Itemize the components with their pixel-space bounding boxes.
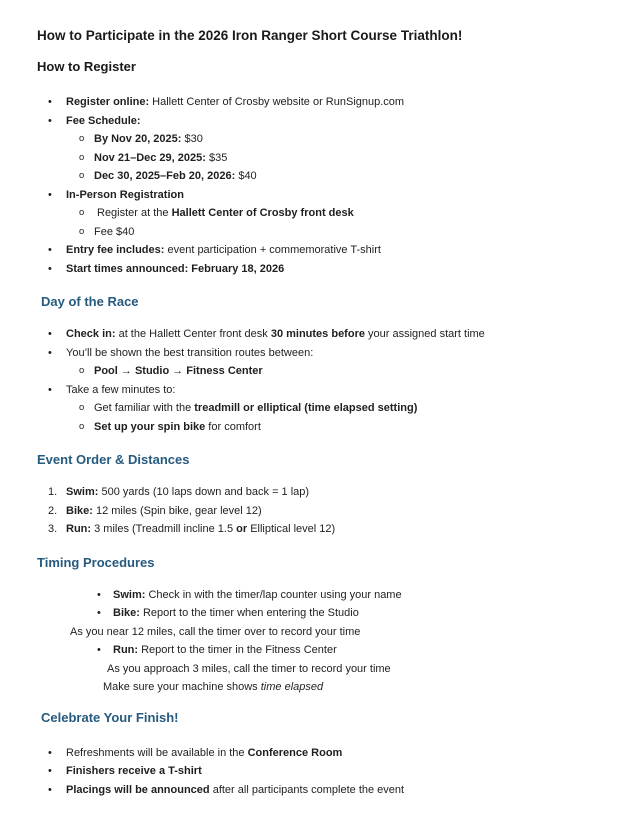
text-run: Dec 30, 2025–Feb 20, 2026: [94, 170, 236, 182]
text-run: Fee Schedule: [66, 114, 141, 127]
text-run: Make sure your machine shows [103, 681, 261, 693]
bullet-icon: • [48, 783, 52, 796]
text-run: $30 [181, 133, 203, 145]
timing-list [37, 586, 602, 697]
text-run: Run: [66, 523, 92, 535]
text-run: at the Hallett Center front desk [115, 328, 271, 340]
text-run: 30 minutes before [270, 328, 365, 340]
bullet-icon: • [48, 244, 52, 256]
text-run: $35 [205, 151, 228, 164]
text-run: $40 [235, 170, 257, 182]
text-run: Bike: [113, 607, 140, 619]
list-item [37, 623, 602, 642]
text-run: Hallett Center of Crosby website or RunSignup.com [149, 96, 405, 108]
text-run: your assigned start time [364, 328, 485, 340]
text-run: Swim: [113, 588, 146, 601]
bullet-icon: • [48, 383, 52, 396]
bullet-icon: • [97, 644, 101, 656]
text-run: Register at the [97, 207, 172, 219]
list-item [37, 381, 602, 400]
text-run: 12 miles (Spin bike, gear level 12) [92, 504, 262, 517]
circle-icon: o [79, 365, 85, 376]
number-label: 1. [48, 486, 58, 498]
day-of-race-list [37, 325, 602, 436]
celebrate-list [37, 744, 602, 800]
text-run: By Nov 20, 2025: [94, 133, 182, 145]
circle-icon: o [79, 133, 85, 144]
bullet-icon: • [48, 346, 52, 359]
list-item [37, 260, 602, 279]
text-run: treadmill or elliptical (time elapsed setting) [194, 402, 418, 414]
text-run: Placings will be announced [66, 783, 210, 796]
list-item [37, 520, 602, 539]
text-run: Pool → Studio → Fitness Center [94, 365, 263, 377]
text-run: Run: [113, 644, 139, 656]
bullet-icon: • [48, 188, 52, 201]
text-run: You’ll be shown the best transition routes between: [66, 346, 314, 359]
bullet-icon: • [97, 588, 101, 601]
list-item [37, 502, 602, 521]
text-run: Refreshments will be available in the [66, 746, 248, 759]
text-run: time elapsed [260, 681, 324, 693]
list-item [37, 660, 602, 679]
list-item [37, 483, 602, 502]
text-run: 3 miles (Treadmill incline 1.5 [91, 523, 237, 535]
list-item [37, 93, 602, 112]
list-item [37, 223, 602, 242]
event-order-list [37, 483, 602, 539]
text-run: after all participants complete the event [209, 783, 405, 796]
register-list [37, 93, 602, 278]
text-run: Conference Room [247, 746, 343, 759]
text-run: Get familiar with the [94, 402, 195, 414]
list-item [37, 362, 602, 381]
list-item [37, 418, 602, 437]
number-label: 3. [48, 523, 58, 535]
list-item [37, 744, 602, 763]
text-run: Hallett Center of Crosby front desk [171, 207, 354, 219]
text-run: Entry fee includes: [66, 244, 165, 256]
list-item [37, 186, 602, 205]
page-title: How to Participate in the 2026 Iron Ranger Short Course Triathlon! [37, 28, 463, 43]
text-run: As you approach 3 miles, call the timer to record your time [107, 662, 391, 675]
text-run: Nov 21–Dec 29, 2025: [94, 151, 206, 164]
text-run: Take a few minutes to: [66, 383, 176, 396]
section-heading-timing: Timing Procedures [37, 554, 155, 570]
list-item [37, 399, 602, 418]
text-run: 500 yards (10 laps down and back = 1 lap) [98, 486, 310, 498]
text-run: Elliptical level 12) [247, 523, 336, 535]
bullet-icon: • [48, 328, 52, 340]
text-run: Report to the timer in the Fitness Center [138, 644, 337, 656]
text-run: Bike: [66, 504, 93, 517]
list-item [37, 781, 602, 800]
text-run: Fee $40 [94, 225, 135, 238]
bullet-icon: • [48, 746, 52, 759]
text-run: Start times announced: February 18, 2026 [66, 262, 285, 275]
list-item [37, 149, 602, 168]
circle-icon: o [79, 225, 85, 237]
list-item [37, 167, 602, 186]
list-item [37, 762, 602, 781]
bullet-icon: • [48, 114, 52, 127]
section-heading-event-order: Event Order & Distances [37, 452, 190, 467]
list-item [37, 344, 602, 363]
circle-icon: o [79, 170, 85, 181]
text-run: In-Person Registration [66, 188, 184, 201]
list-item [37, 586, 602, 605]
section-heading-celebrate: Celebrate Your Finish! [41, 709, 179, 725]
list-item [37, 130, 602, 149]
bullet-icon: • [97, 607, 101, 619]
text-run: Check in with the timer/lap counter using your name [145, 588, 402, 601]
section-heading-day-of-race: Day of the Race [41, 294, 139, 309]
list-item [37, 641, 602, 660]
text-run: Report to the timer when entering the Studio [139, 607, 359, 619]
number-label: 2. [48, 504, 58, 517]
list-item [37, 325, 602, 344]
text-run: As you near 12 miles, call the timer over to record your time [70, 625, 361, 638]
list-item [37, 112, 602, 131]
circle-icon: o [79, 420, 85, 432]
circle-icon: o [79, 151, 85, 163]
text-run: Finishers receive a T-shirt [66, 765, 202, 777]
list-item [37, 678, 602, 697]
text-run: event participation + commemorative T-shirt [164, 244, 381, 256]
text-run: Register online: [66, 96, 150, 108]
text-run: for comfort [205, 420, 261, 433]
text-run: or [236, 523, 248, 535]
list-item [37, 241, 602, 260]
bullet-icon: • [48, 96, 52, 108]
section-heading-how-to-register: How to Register [37, 59, 136, 74]
circle-icon: o [79, 402, 85, 413]
bullet-icon: • [48, 262, 52, 275]
text-run: Swim: [66, 486, 99, 498]
bullet-icon: • [48, 765, 52, 777]
text-run: Set up your spin bike [94, 420, 206, 433]
text-run: Check in: [66, 328, 116, 340]
circle-icon: o [79, 207, 85, 218]
list-item [37, 604, 602, 623]
list-item [37, 204, 602, 223]
